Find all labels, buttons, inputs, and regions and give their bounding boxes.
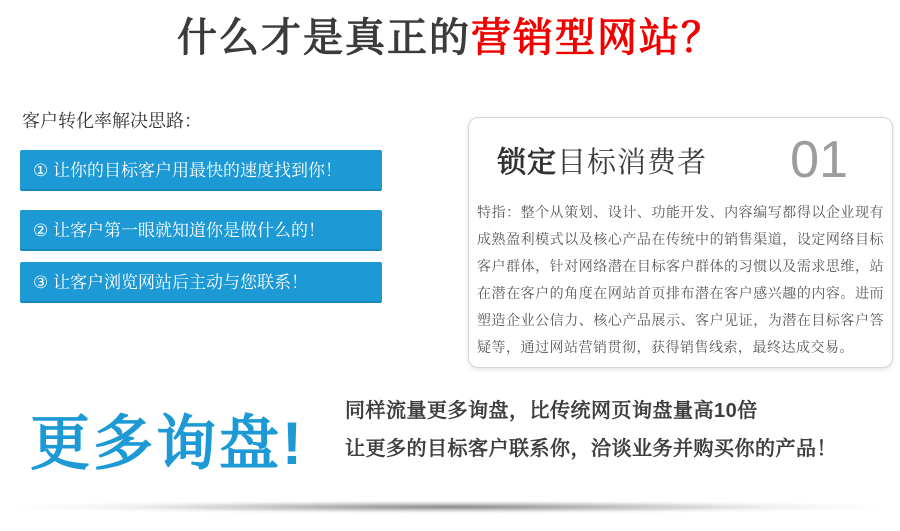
page-title [0,6,900,63]
benefit-line-1: 同样流量更多询盘，比传统网页询盘量高10倍 [345,400,758,422]
feature-card-number: 01 [790,131,848,189]
page-title-dark: 什么才是真正的 [177,16,471,60]
solution-item-1: ① 让你的目标客户用最快的速度找到你！ [20,150,382,191]
benefit-line-2: 让更多的目标客户联系你，洽谈业务并购买你的产品！ [345,438,837,460]
page-title-red: 营销型网站？ [471,16,723,60]
slogan-text: 更多询盘! [30,410,305,477]
solution-item-3: ③ 让客户浏览网站后主动与您联系！ [20,262,382,303]
benefit-lines [345,392,837,468]
solution-item-2: ② 让客户第一眼就知道你是做什么的！ [20,210,382,251]
feature-card [468,117,893,368]
feature-card-header [477,131,884,189]
feature-card-body: 特指：整个从策划、设计、功能开发、内容编写都得以企业现有成熟盈利模式以及核心产品在传统中的销售渠道，设定网络目标客户群体，针对网络潜在目标客户群体的习惯以及需求思维，站在潜在客户的角度在网站首页排布潜在客户感兴趣的内容。进而塑造企业公信力、核心产品展示、客户见证，为潜在目标客户答疑等，通过网站营销贯彻，获得销售线索，最终达成交易。 [477,204,884,355]
feature-card-title-rest: 目标消费者 [557,146,708,179]
solution-list [20,150,382,303]
feature-card-title [497,140,707,181]
divider-shadow [8,500,892,514]
left-section-heading: 客户转化率解决思路： [22,111,202,131]
feature-card-title-bold: 锁定 [497,146,558,179]
